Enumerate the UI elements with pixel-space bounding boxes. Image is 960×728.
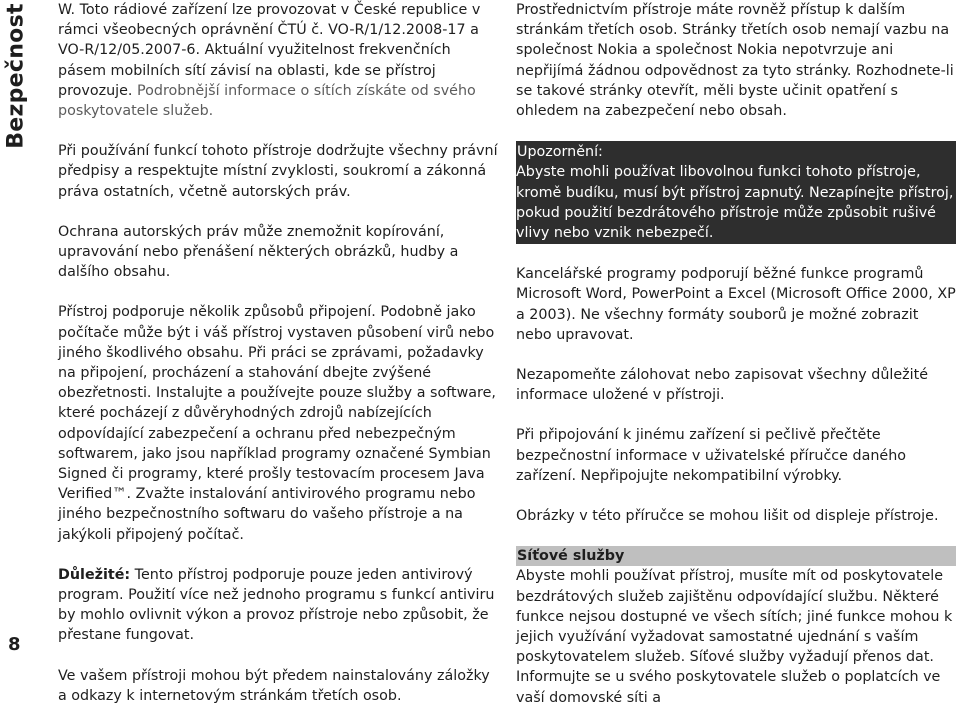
network-info-text: Podrobnější informace o sítích získáte od svého poskytovatele služeb. [58, 82, 476, 120]
paragraph-third-party: Prostřednictvím přístroje máte rovněž přístup k dalším stránkám třetích osob. Stránky třetích osob nemají vazbu na společnost Nokia a společnost Nokia nepotvrzuje ani nepřijímá žádnou odpovědnost za tyto stránky. Rozhodnete-li se takové stránky otevřít, měli byste učinit opatření s ohledem na zabezpečení nebo obsah. [516, 2, 954, 120]
important-text: Tento přístroj podporuje pouze jeden antivirový program. Použití více než jednoho programu s funkcí antiviru by mohlo ovlivnit výkon a provoz přístroje nebo způsobit, že přestane fungovat. [58, 566, 495, 644]
paragraph-copyright: Ochrana autorských práv může znemožnit kopírování, upravování nebo přenášení některých obrázků, hudby a dalšího obsahu. [58, 223, 459, 281]
paragraph-important [58, 565, 498, 646]
paragraph-images: Obrázky v této příručce se mohou lišit od displeje přístroje. [516, 508, 939, 525]
paragraph-laws: Při používání funkcí tohoto přístroje dodržujte všechny právní předpisy a respektujte místní zvyklosti, soukromí a zákonná práva ostatních, včetně autorských práv. [58, 143, 498, 200]
important-label: Důležité: [58, 566, 131, 583]
warning-box [516, 141, 956, 244]
paragraph-connecting: Při připojování k jinému zařízení si pečlivě přečtěte bezpečnostní informace v uživatelské příručce daného zařízení. Nepřipojujte nekompatibilní výrobky. [516, 427, 907, 484]
warning-title: Upozornění: [517, 144, 603, 161]
page-number: 8 [8, 634, 21, 655]
network-services-heading: Síťové služby [516, 546, 956, 566]
left-column [58, 0, 498, 726]
section-title: Bezpečnost [3, 3, 29, 149]
frequency-text: W. Toto rádiové zařízení lze provozovat v České republice v rámci všeobecných oprávnění ČTÚ č. VO-R/1/12.2008-17 a VO-R/12/05.2007-6. Aktuální využitelnost frekvenčních pásem mobilních sítí závisí na oblasti, kde se přístroj provozuje. [58, 2, 481, 99]
paragraph-network-services: Abyste mohli používat přístroj, musíte mít od poskytovatele bezdrátových služeb zajištěnu odpovídající službu. Některé funkce nejsou dostupné ve všech sítích; jiné funkce mohou k jejich využívání vyžadovat samostatné ujednání s vaším poskytovatelem služeb. Síťové služby vyžadují přenos dat. Informujte se u svého poskytovatele služeb o poplatcích ve vaší domovské síti a [516, 568, 953, 706]
paragraph-connections: Přístroj podporuje několik způsobů připojení. Podobně jako počítače může být i váš přístroj vystaven působení virů nebo jiného škodlivého obsahu. Při práci se zprávami, požadavky na připojení, procházení a stahování dbejte zvýšené obezřetnosti. Instalujte a používejte pouze služby a software, které pocházejí z důvěryhodných zdrojů nabízejících odpovídající zabezpečení a ochranu před nebezpečným softwarem, jako jsou například programy označené Symbian Signed či programy, které prošly testovacím procesem Java Verified™. Zvažte instalování antivirového programu nebo jiného bezpečnostního softwaru do vašeho přístroje a na jakýkoli připojený počítač. [58, 304, 496, 543]
paragraph-office: Kancelářské programy podporují běžné funkce programů Microsoft Word, PowerPoint a Excel (Microsoft Office 2000, XP a 2003). Ne všechny formáty souborů je možné zobrazit nebo upravovat. [516, 266, 956, 343]
section-tab [0, 0, 30, 160]
right-column [516, 0, 956, 728]
paragraph-backup: Nezapomeňte zálohovat nebo zapisovat všechny důležité informace uložené v přístroji. [516, 367, 929, 404]
paragraph-bookmarks: Ve vašem přístroji mohou být předem nainstalovány záložky a odkazy k internetovým stránkám třetích osob. [58, 667, 490, 704]
warning-text: Abyste mohli používat libovolnou funkci tohoto přístroje, kromě budíku, musí být přístroj zapnutý. Nezapínejte přístroj, pokud použití bezdrátového přístroje může způsobit rušivé vlivy nebo vznik nebezpečí. [516, 164, 954, 242]
paragraph-frequency [58, 0, 498, 121]
